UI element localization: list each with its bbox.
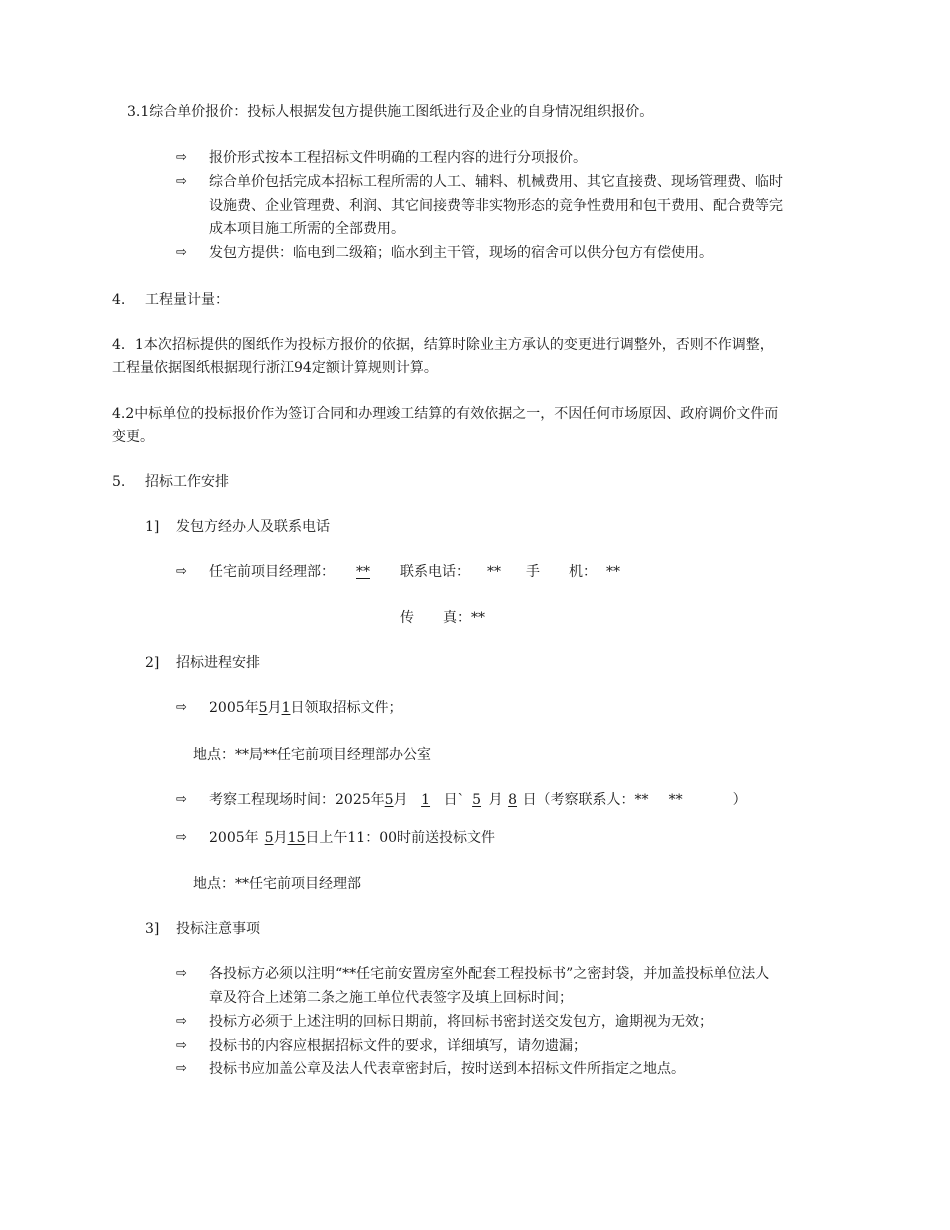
note-2: 投标方必须于上述注明的回标日期前，将回标书密封送交发包方，逾期视为无效； xyxy=(209,1014,713,1030)
clause-3-1: 3.1综合单价报价：投标人根据发包方提供施工图纸进行及企业的自身情况组织报价。 xyxy=(127,104,654,120)
schedule-3-day: 15 xyxy=(287,830,306,846)
bullet-unit-price-line1: 综合单价包括完成本招标工程所需的人工、辅料、机械费用、其它直接费、现场管理费、临时 xyxy=(209,174,783,190)
arrow-bullet-icon: ⇨ xyxy=(176,792,187,807)
arrow-bullet-icon: ⇨ xyxy=(176,966,187,981)
note-4: 投标书应加盖公章及法人代表章密封后，按时送到本招标文件所指定之地点。 xyxy=(209,1061,685,1077)
schedule-2-month-end: 5 xyxy=(472,792,482,808)
subsection-3-number: 3] xyxy=(145,921,160,937)
schedule-location-2: 地点：**任宅前项目经理部 xyxy=(193,876,361,892)
contact-phone-value: ** xyxy=(487,564,501,580)
arrow-bullet-icon: ⇨ xyxy=(176,174,187,189)
schedule-1-day: 1 xyxy=(281,700,291,716)
schedule-2-day-end: 8 xyxy=(508,792,518,808)
section-5-title: 招标工作安排 xyxy=(145,474,229,490)
section-4-number: 4. xyxy=(112,292,126,308)
arrow-bullet-icon: ⇨ xyxy=(176,1014,187,1029)
contact-dept-label: 任宅前项目经理部： xyxy=(209,564,335,580)
schedule-1-rest: 日领取招标文件； xyxy=(290,700,403,716)
clause-4-2-line1: 4.2中标单位的投标报价作为签订合同和办理竣工结算的有效依据之一，不因任何市场原因、政府调价文件而 xyxy=(112,406,779,422)
schedule-3-year: 2005年 xyxy=(209,830,259,846)
schedule-3-rest: 日上午11：00时前送投标文件 xyxy=(305,830,496,846)
note-3: 投标书的内容应根据招标文件的要求，详细填写，请勿遗漏； xyxy=(209,1038,587,1054)
schedule-item-2 xyxy=(209,790,747,810)
schedule-1-year: 2005年 xyxy=(209,700,259,716)
contact-mobile-value: ** xyxy=(606,564,620,580)
schedule-2-tail: 日（考察联系人：** xyxy=(522,792,649,808)
contact-fax-label-a: 传 xyxy=(400,610,414,626)
bullet-provision: 发包方提供：临电到二级箱；临水到主干管，现场的宿舍可以供分包方有偿使用。 xyxy=(209,245,713,261)
schedule-2-day-start: 1 xyxy=(421,792,431,808)
schedule-1-month: 5 xyxy=(258,700,268,716)
schedule-2-month-char-2: 月 xyxy=(488,792,503,808)
schedule-2-sep: 日` xyxy=(443,792,465,808)
arrow-bullet-icon: ⇨ xyxy=(176,1061,187,1076)
subsection-1-number: 1] xyxy=(145,519,160,535)
schedule-item-1 xyxy=(209,698,402,718)
subsection-2-number: 2] xyxy=(145,655,160,671)
schedule-2-month-char: 月 xyxy=(393,792,408,808)
schedule-2-label: 考察工程现场时间：2025年 xyxy=(209,792,385,808)
arrow-bullet-icon: ⇨ xyxy=(176,1038,187,1053)
arrow-bullet-icon: ⇨ xyxy=(176,245,187,260)
schedule-3-month-char: 月 xyxy=(273,830,288,846)
clause-4-1-line1: 4．1本次招标提供的图纸作为投标方报价的依据，结算时除业主方承认的变更进行调整外，否则不作调整， xyxy=(112,337,774,353)
schedule-1-month-char: 月 xyxy=(267,700,282,716)
schedule-2-close-paren: ） xyxy=(732,792,747,808)
note-1-line2: 章及符合上述第二条之施工单位代表签字及填上回标时间； xyxy=(209,990,573,1006)
arrow-bullet-icon: ⇨ xyxy=(176,564,187,579)
schedule-2-contact-phone: ** xyxy=(668,792,683,808)
note-1-line1: 各投标方必须以注明“**任宅前安置房室外配套工程投标书”之密封袋，并加盖投标单位法人 xyxy=(209,966,770,982)
contact-fax-label-b: 真：** xyxy=(443,610,485,626)
subsection-1-title: 发包方经办人及联系电话 xyxy=(176,519,330,535)
subsection-2-title: 招标进程安排 xyxy=(176,655,260,671)
section-5-number: 5. xyxy=(112,474,126,490)
schedule-3-month: 5 xyxy=(264,830,274,846)
clause-4-1-line2: 工程量依据图纸根据现行浙江94定额计算规则计算。 xyxy=(112,360,438,376)
schedule-2-month-start: 5 xyxy=(384,792,394,808)
bullet-unit-price-line3: 成本项目施工所需的全部费用。 xyxy=(209,221,405,237)
contact-mobile-label-a: 手 xyxy=(526,564,540,580)
clause-4-2-line2: 变更。 xyxy=(112,429,154,445)
schedule-item-3 xyxy=(209,828,495,848)
section-4-title: 工程量计量： xyxy=(145,292,229,308)
arrow-bullet-icon: ⇨ xyxy=(176,830,187,845)
arrow-bullet-icon: ⇨ xyxy=(176,700,187,715)
schedule-location-1: 地点：**局**任宅前项目经理部办公室 xyxy=(193,747,431,763)
subsection-3-title: 投标注意事项 xyxy=(176,921,260,937)
contact-phone-label: 联系电话： xyxy=(400,564,470,580)
bullet-quote-form: 报价形式按本工程招标文件明确的工程内容的进行分项报价。 xyxy=(209,150,587,166)
contact-mobile-label-b: 机： xyxy=(569,564,597,580)
arrow-bullet-icon: ⇨ xyxy=(176,150,187,165)
contact-dept-value: ** xyxy=(356,564,370,580)
bullet-unit-price-line2: 设施费、企业管理费、利润、其它间接费等非实物形态的竞争性费用和包干费用、配合费等完 xyxy=(209,198,783,214)
